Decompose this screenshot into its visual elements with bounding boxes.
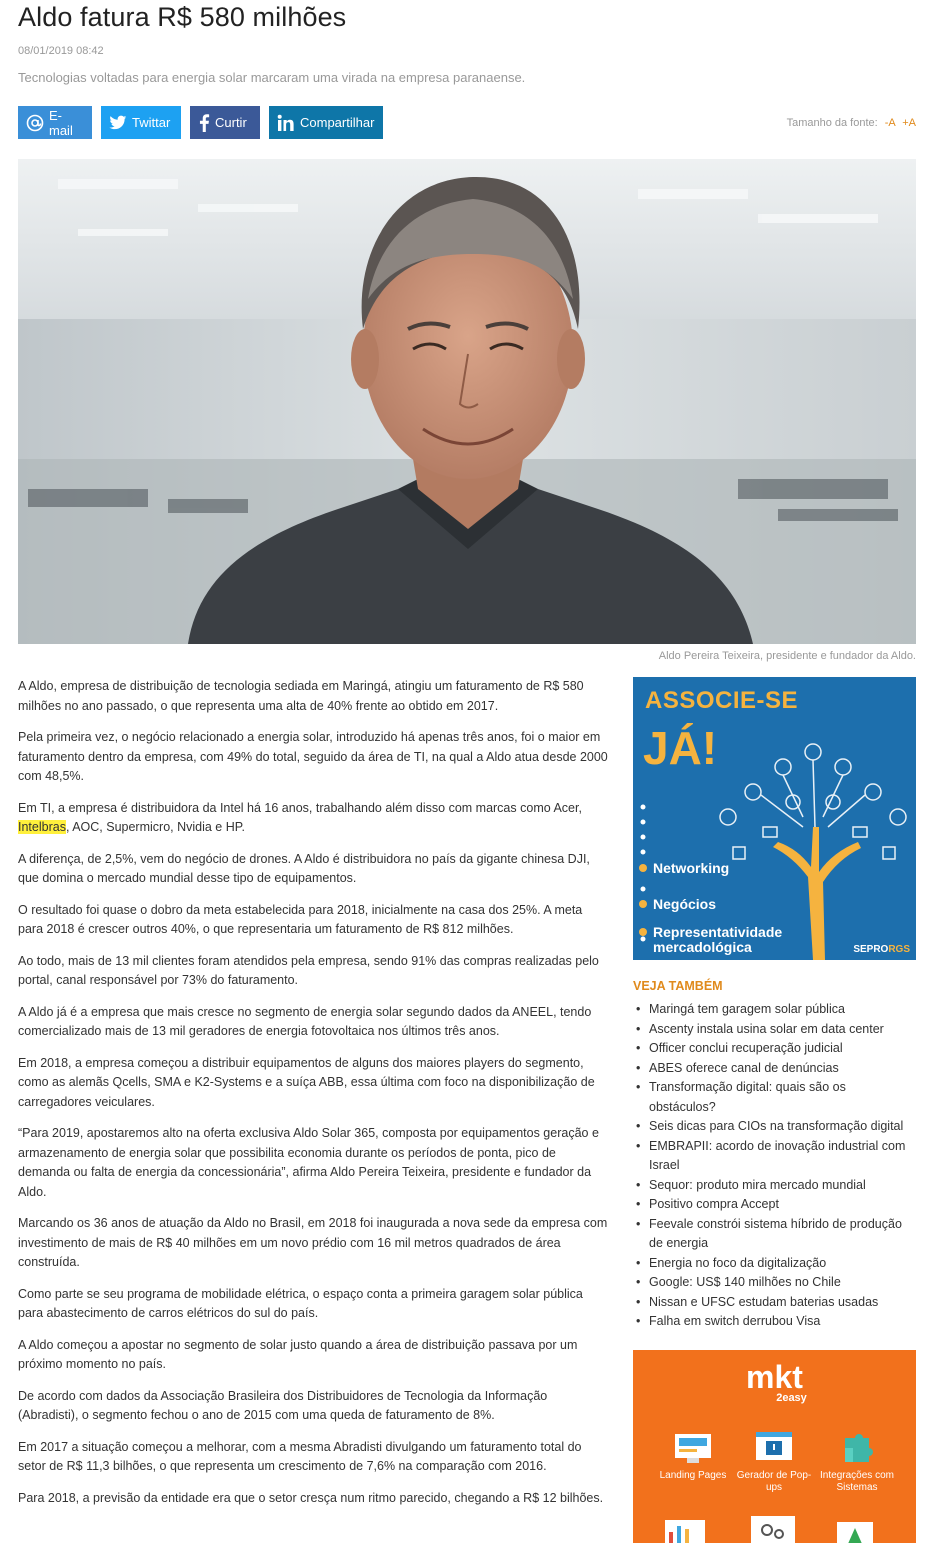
tree-network-illustration (633, 677, 916, 960)
article-hero-image (18, 159, 916, 644)
share-bar (18, 106, 383, 139)
mkt2easy-ad-banner[interactable] (633, 1350, 916, 1543)
ad-feature: Integrações com Sistemas (817, 1430, 897, 1494)
see-also-link[interactable]: • Google: US$ 140 milhões no Chile (633, 1273, 923, 1293)
article-paragraph: A Aldo já é a empresa que mais cresce no segmento de energia solar segundo dados da ANEEL, tendo comercializado mais de 13 mil geradores de energia fotovoltaica nos últimos três anos. (18, 1004, 592, 1038)
associe-se-ad-banner[interactable] (633, 677, 916, 960)
article-paragraph: De acordo com dados da Associação Brasileira dos Distribuidores de Tecnologia da Informação (Abradisti), o segmento fechou o ano de 2015 com uma queda de faturamento de 8%. (18, 1388, 548, 1422)
article-paragraph: A Aldo começou a apostar no segmento de solar justo quando a área de distribuição passava por um próximo momento no país. (18, 1337, 578, 1371)
ad-feature: Landing Pages (653, 1430, 733, 1482)
ad-headline: ASSOCIE-SE (645, 687, 799, 714)
article-paragraph: O resultado foi quase o dobro da meta estabelecida para 2018, inicialmente na casa dos 25%. A meta para 2018 é crescer outros 40%, o que representaria um faturamento de R$ 812 milhões. (18, 902, 583, 936)
article-paragraph: A diferença, de 2,5%, vem do negócio de drones. A Aldo é distribuidora no país da gigante chinesa DJI, que domina o mercado mundial desse tipo de equipamentos. (18, 851, 590, 885)
landing-page-icon (671, 1430, 715, 1466)
see-also-link[interactable]: • ABES oferece canal de denúncias (633, 1059, 923, 1079)
linkedin-in-icon (277, 114, 295, 132)
popup-icon (752, 1430, 796, 1466)
paragraph-text: Em TI, a empresa é distribuidora da Intel há 16 anos, trabalhando além disso com marcas como Acer, (18, 800, 582, 815)
article-paragraph: Para 2018, a previsão da entidade era que o setor cresça num ritmo parecido, chegando a R$ 12 bilhões. (18, 1490, 604, 1505)
highlighted-term: Intelbras (18, 820, 66, 834)
article-paragraph: Pela primeira vez, o negócio relacionado a energia solar, introduzido há apenas três anos, foi o maior em faturamento dentro da empresa, com 49% do total, seguido da área de TI, na qual a Aldo atua desde 2000 com 48,5%. (18, 730, 608, 783)
article-paragraph: Como parte se seu programa de mobilidade elétrica, o espaço conta a primeira garagem solar pública para abastecimento de carros elétricos do sul do país. (18, 1286, 583, 1320)
share-email-button[interactable] (18, 106, 92, 139)
see-also-link[interactable]: • Ascenty instala usina solar em data center (633, 1020, 923, 1040)
share-linkedin-label: Compartilhar (300, 115, 375, 130)
ad-feature: Gerador de Pop-ups (734, 1430, 814, 1494)
see-also-link[interactable]: • Falha em switch derrubou Visa (633, 1312, 923, 1332)
article-body (18, 677, 610, 1520)
share-facebook-label: Curtir (215, 115, 247, 130)
see-also-link[interactable]: • Seis dicas para CIOs na transformação digital (633, 1117, 923, 1137)
see-also-link[interactable]: • Transformação digital: quais são os obstáculos? (633, 1078, 883, 1117)
article-paragraph: Marcando os 36 anos de atuação da Aldo no Brasil, em 2018 foi inaugurada a nova sede da empresa com investimento de mais de R$ 40 milhões em um novo prédio com 16 mil metros quadrados de área construída. (18, 1216, 608, 1269)
see-also-link[interactable]: • EMBRAPII: acordo de inovação industrial com Israel (633, 1137, 918, 1176)
article-subtitle: Tecnologias voltadas para energia solar marcaram uma virada na empresa paranaense. (18, 70, 526, 85)
see-also-list (633, 1000, 923, 1332)
font-size-control (787, 117, 916, 129)
ad-brand-logo: SEPRORGS (853, 944, 910, 955)
article-paragraph (18, 799, 610, 838)
facebook-f-icon (198, 114, 210, 132)
twitter-bird-icon (109, 115, 127, 131)
article-paragraph: Ao todo, mais de 13 mil clientes foram atendidos pela empresa, sendo 91% das compras realizadas pelo portal, canal responsável por 73% do faturamento. (18, 953, 599, 987)
see-also-link[interactable]: • Officer conclui recuperação judicial (633, 1039, 923, 1059)
share-facebook-button[interactable] (190, 106, 260, 139)
at-sign-icon (26, 114, 44, 132)
share-linkedin-button[interactable] (269, 106, 383, 139)
see-also-link[interactable]: • Energia no foco da digitalização (633, 1254, 923, 1274)
see-also-link[interactable]: • Positivo compra Accept (633, 1195, 923, 1215)
see-also-link[interactable]: • Feevale constrói sistema híbrido de produção de energia (633, 1215, 918, 1254)
share-email-label: E-mail (49, 107, 73, 138)
see-also-link[interactable]: • Nissan e UFSC estudam baterias usadas (633, 1293, 923, 1313)
font-decrease-button[interactable]: -A (884, 117, 896, 129)
article-title: Aldo fatura R$ 580 milhões (18, 2, 347, 32)
ad-item: Representatividade mercadológica (653, 924, 783, 955)
see-also-link[interactable]: • Maringá tem garagem solar pública (633, 1000, 923, 1020)
article-paragraph: Em 2017 a situação começou a melhorar, com a mesma Abradisti divulgando um faturamento total do setor de R$ 11,3 bilhões, o que representa um crescimento de 7,6% na comparação com 2016. (18, 1439, 582, 1473)
paragraph-text: , AOC, Supermicro, Nvidia e HP. (65, 820, 245, 834)
article-date: 08/01/2019 08:42 (18, 45, 104, 57)
puzzle-icon (835, 1430, 879, 1466)
mkt2easy-logo: mkt 2easy (746, 1359, 807, 1404)
ad-headline-emphasis: JÁ! (643, 722, 718, 774)
ad-item: Negócios (653, 896, 717, 912)
see-also-link[interactable]: • Sequor: produto mira mercado mundial (633, 1176, 923, 1196)
more-features-icons (633, 1510, 916, 1543)
image-caption: Aldo Pereira Teixeira, presidente e fundador da Aldo. (658, 650, 916, 662)
article-paragraph: Em 2018, a empresa começou a distribuir equipamentos de alguns dos maiores players do segmento, como as alemãs Qcells, SMA e K2-Systems e a suíça ABB, essa última com foco na disponibilização de carregadores veiculares. (18, 1055, 595, 1109)
ad-item: Networking (653, 860, 730, 876)
see-also-section (633, 979, 923, 1332)
font-increase-button[interactable]: +A (902, 117, 916, 129)
share-twitter-label: Twittar (132, 115, 171, 130)
share-twitter-button[interactable] (101, 106, 181, 139)
font-size-label: Tamanho da fonte: (786, 117, 878, 129)
article-paragraph: A Aldo, empresa de distribuição de tecnologia sediada em Maringá, atingiu um faturamento de R$ 580 milhões no ano passado, o que representa uma alta de 40% frente ao obtido em 2017. (18, 679, 584, 713)
article-paragraph: “Para 2019, apostaremos alto na oferta exclusiva Aldo Solar 365, composta por equipamentos geração e armazenamento de energia solar que possibilita economia durante os períodos de ponta, pico de demanda ou falta de energia da concessionária”, afirma Aldo Pereira Teixeira, presidente e fundador da Aldo. (18, 1126, 599, 1199)
see-also-heading: VEJA TAMBÉM (633, 979, 723, 993)
